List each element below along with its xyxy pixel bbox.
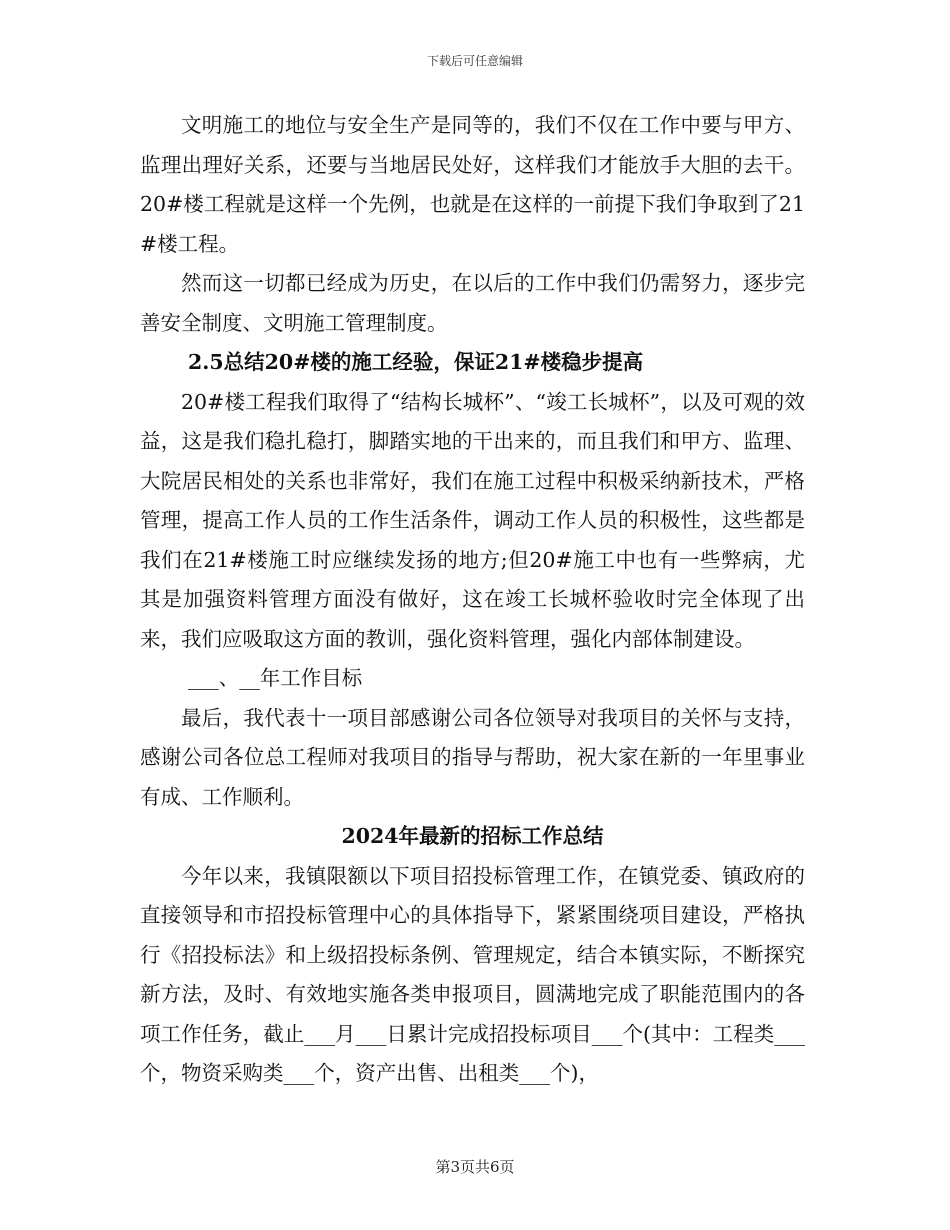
paragraph-history: 然而这一切都已经成为历史，在以后的工作中我们仍需努力，逐步完善安全制度、文明施工管理制度。	[140, 271, 805, 335]
paragraph-thanks: 最后，我代表十一项目部感谢公司各位领导对我项目的关怀与支持，感谢公司各位总工程师对我项目的指导与帮助，祝大家在新的一年里事业有成、工作顺利。	[140, 705, 805, 809]
document-body	[140, 106, 805, 1094]
section-heading-2-5: 2.5总结20#楼的施工经验，保证21#楼稳步提高	[188, 350, 644, 374]
page-number: 第3页共6页	[435, 1158, 515, 1176]
section-heading-work-goal: ___、__年工作目标	[188, 666, 363, 690]
document-title-2024: 2024年最新的招标工作总结	[341, 824, 604, 848]
page-header: 下载后可任意编辑	[426, 54, 523, 68]
paragraph-experience-summary: 20#楼工程我们取得了“结构长城杯”、“竣工长城杯”，以及可观的效益，这是我们稳扎稳打，脚踏实地的干出来的，而且我们和甲方、监理、大院居民相处的关系也非常好，我们在施工过程中积极采纳新技术，严格管理，提高工作人员的工作生活条件，调动工作人员的积极性，这些都是我们在21#楼施工时应继续发扬的地方;但20#施工中也有一些弊病，尤其是加强资料管理方面没有做好，这在竣工长城杯验收时完全体现了出来，我们应吸取这方面的教训，强化资料管理，强化内部体制建设。	[140, 389, 805, 651]
paragraph-bidding-summary: 今年以来，我镇限额以下项目招投标管理工作，在镇党委、镇政府的直接领导和市招投标管理中心的具体指导下，紧紧围绕项目建设，严格执行《招投标法》和上级招投标条例、管理规定，结合本镇实际，不断探究新方法，及时、有效地实施各类申报项目，圆满地完成了职能范围内的各项工作任务，截止___月___日累计完成招投标项目___个(其中：工程类___个，物资采购类___个，资产出售、出租类___个)，	[140, 863, 805, 1085]
paragraph-civilized-construction: 文明施工的地位与安全生产是同等的，我们不仅在工作中要与甲方、监理出理好关系，还要与当地居民处好，这样我们才能放手大胆的去干。20#楼工程就是这样一个先例，也就是在这样的一前提下我们争取到了21#楼工程。	[140, 113, 805, 256]
